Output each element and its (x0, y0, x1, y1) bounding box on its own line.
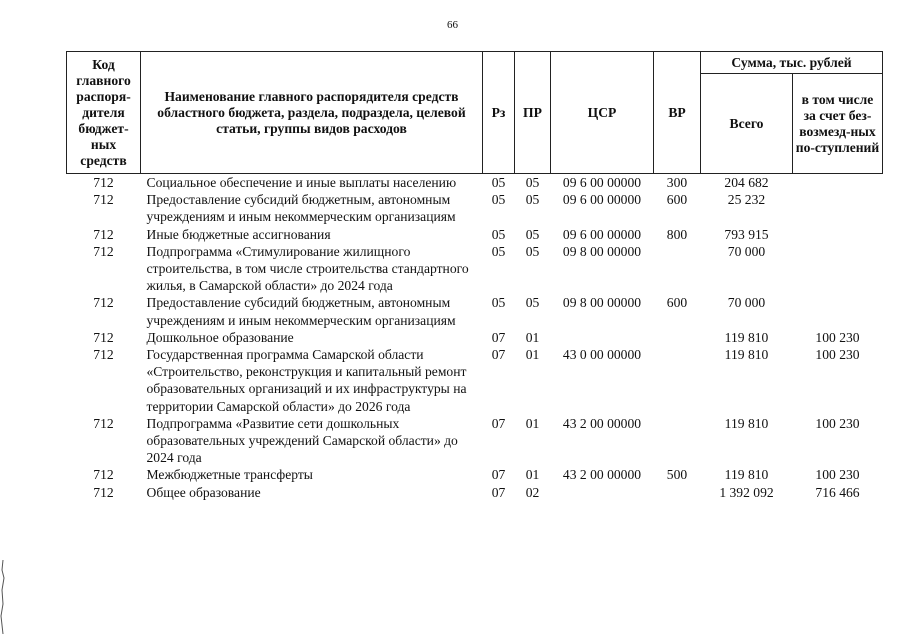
cell-csr (551, 329, 654, 346)
cell-code: 712 (93, 467, 114, 483)
table-row (67, 226, 883, 243)
cell-code: 712 (93, 484, 114, 500)
cell-free (793, 226, 883, 243)
cell-rz: 07 (491, 347, 506, 363)
cell-name: Иные бюджетные ассигнования (146, 226, 331, 242)
cell-csr: 09 8 00 00000 (562, 295, 642, 311)
page-number: 66 (447, 19, 458, 31)
header-name: Наименование главного распорядителя средств областного бюджета, раздела, подраздела, целевой статьи, группы видов расходов (141, 52, 483, 174)
cell-rz: 07 (491, 484, 506, 500)
cell-rz: 05 (491, 192, 506, 208)
table-row (67, 346, 883, 415)
table-row (67, 243, 883, 295)
cell-code: 712 (93, 175, 114, 190)
cell-code: 712 (93, 415, 114, 431)
scan-edge-mark (0, 560, 6, 634)
cell-vr (654, 346, 701, 415)
budget-table (66, 51, 883, 501)
cell-pr: 01 (525, 415, 540, 431)
table-row (67, 329, 883, 346)
cell-total: 204 682 (724, 175, 769, 190)
cell-code: 712 (93, 192, 114, 208)
header-pr: ПР (515, 52, 551, 174)
cell-vr: 300 (666, 175, 688, 190)
cell-vr (654, 484, 701, 501)
cell-rz: 07 (491, 415, 506, 431)
cell-total: 70 000 (727, 243, 766, 259)
cell-vr (654, 243, 701, 295)
cell-name: Общее образование (146, 484, 261, 500)
cell-total: 793 915 (724, 226, 769, 242)
cell-csr (551, 484, 654, 501)
table-row (67, 466, 883, 483)
cell-pr: 05 (525, 175, 540, 190)
cell-code: 712 (93, 226, 114, 242)
cell-free: 100 230 (815, 347, 860, 363)
cell-rz: 05 (491, 175, 506, 190)
cell-vr (654, 415, 701, 467)
header-rz: Рз (483, 52, 515, 174)
cell-total: 25 232 (727, 192, 766, 208)
header-free: в том числе за счет без-возмезд-ных по-ступлений (793, 74, 883, 174)
cell-total: 119 810 (724, 329, 769, 345)
table-header (67, 52, 883, 174)
cell-rz: 07 (491, 329, 506, 345)
cell-csr: 43 2 00 00000 (562, 467, 642, 483)
cell-total: 119 810 (724, 415, 769, 431)
cell-free (793, 294, 883, 328)
cell-csr: 09 6 00 00000 (562, 175, 642, 190)
cell-pr: 01 (525, 467, 540, 483)
header-csr: ЦСР (551, 52, 654, 174)
cell-csr: 09 8 00 00000 (562, 243, 642, 259)
cell-rz: 05 (491, 226, 506, 242)
cell-vr: 600 (666, 295, 688, 311)
cell-free (793, 243, 883, 295)
header-vr: ВР (654, 52, 701, 174)
cell-name: Подпрограмма «Стимулирование жилищного строительства, в том числе строительства стандартного жилья, в Самарской области» до 2024 года (146, 243, 469, 294)
table-row (67, 484, 883, 501)
table-row (67, 415, 883, 467)
cell-free: 100 230 (815, 467, 860, 483)
header-sum-group: Сумма, тыс. рублей (701, 52, 883, 74)
cell-free: 100 230 (815, 329, 860, 345)
cell-name: Государственная программа Самарской области «Строительство, реконструкция и капитальный ремонт образовательных организаций и их инфраструктуры на территории Самарской области» до 2026 года (146, 347, 467, 414)
cell-pr: 01 (525, 329, 540, 345)
cell-csr: 09 6 00 00000 (562, 192, 642, 208)
header-total: Всего (701, 74, 793, 174)
cell-total: 70 000 (727, 295, 766, 311)
cell-vr: 800 (666, 226, 688, 242)
cell-code: 712 (93, 295, 114, 311)
cell-name: Предоставление субсидий бюджетным, автономным учреждениям и иным некоммерческим организациям (146, 192, 456, 225)
cell-name: Предоставление субсидий бюджетным, автономным учреждениям и иным некоммерческим организациям (146, 295, 456, 328)
cell-name: Подпрограмма «Развитие сети дошкольных образовательных учреждений Самарской области» до 2024 года (146, 415, 458, 466)
cell-vr: 600 (666, 192, 688, 208)
cell-total: 1 392 092 (719, 484, 774, 500)
cell-free: 716 466 (815, 484, 860, 500)
table-row (67, 191, 883, 225)
cell-vr (654, 329, 701, 346)
cell-name: Межбюджетные трансферты (146, 467, 313, 483)
header-code: Код главного распоря-дителя бюджет-ных средств (67, 52, 141, 174)
table-body (67, 174, 883, 501)
cell-csr: 43 0 00 00000 (562, 347, 642, 363)
cell-rz: 05 (491, 295, 506, 311)
cell-rz: 07 (491, 467, 506, 483)
cell-pr: 05 (525, 192, 540, 208)
cell-rz: 05 (491, 243, 506, 259)
cell-free (793, 174, 883, 192)
table-row (67, 294, 883, 328)
cell-total: 119 810 (724, 347, 769, 363)
cell-total: 119 810 (724, 467, 769, 483)
cell-csr: 43 2 00 00000 (562, 415, 642, 431)
cell-vr: 500 (666, 467, 688, 483)
cell-free: 100 230 (815, 415, 860, 431)
cell-free (793, 191, 883, 225)
cell-pr: 05 (525, 295, 540, 311)
cell-code: 712 (93, 347, 114, 363)
cell-pr: 01 (525, 347, 540, 363)
cell-code: 712 (93, 243, 114, 259)
table-row (67, 174, 883, 192)
cell-code: 712 (93, 329, 114, 345)
cell-pr: 02 (525, 484, 540, 500)
cell-csr: 09 6 00 00000 (562, 226, 642, 242)
cell-pr: 05 (525, 226, 540, 242)
cell-pr: 05 (525, 243, 540, 259)
cell-name: Социальное обеспечение и иные выплаты населению (146, 175, 457, 190)
cell-name: Дошкольное образование (146, 329, 294, 345)
